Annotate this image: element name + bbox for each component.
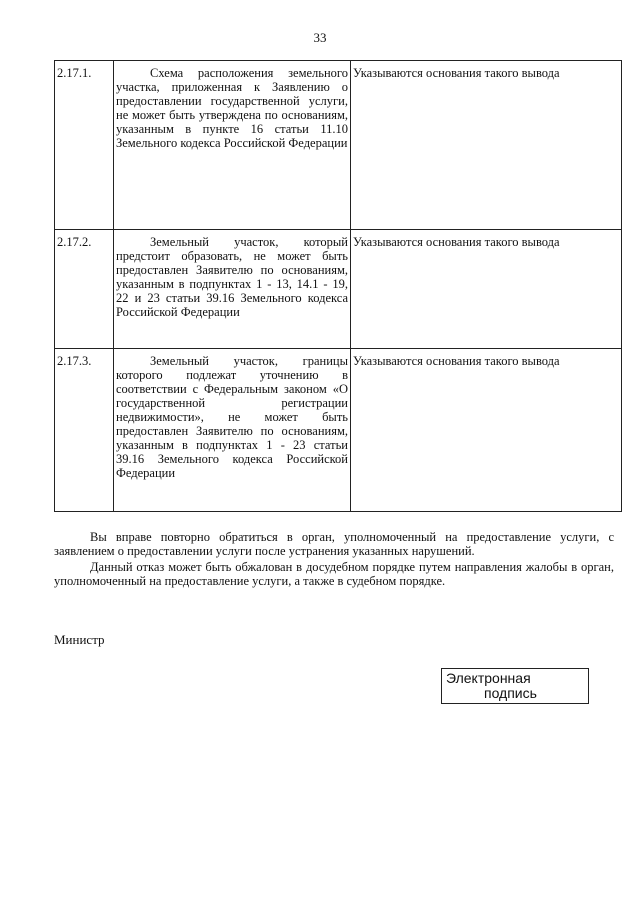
electronic-signature-stamp bbox=[441, 668, 589, 704]
row-description: Земельный участок, границы которого подлежат уточнению в соответствии с Федеральным законом «О государственной регистрации недвижимости», не может быть предоставлен Заявителю по основаниям, указанным в подпунктах 1 - 23 статьи 39.16 Земельного кодекса Российской Федерации bbox=[114, 349, 351, 512]
row-number: 2.17.2. bbox=[55, 230, 114, 349]
row-number: 2.17.1. bbox=[55, 61, 114, 230]
stamp-line-2: подпись bbox=[484, 685, 537, 701]
row-reason: Указываются основания такого вывода bbox=[351, 61, 622, 230]
table-row bbox=[55, 61, 622, 230]
row-description: Схема расположения земельного участка, приложенная к Заявлению о предоставлении государственной услуги, не может быть утверждена по основаниям, указанным в пункте 16 статьи 11.10 Земельного кодекса Российской Федерации bbox=[114, 61, 351, 230]
appeal-paragraph: Данный отказ может быть обжалован в досудебном порядке путем направления жалобы в орган, уполномоченный на предоставление услуги, а также в судебном порядке. bbox=[54, 560, 614, 588]
row-reason: Указываются основания такого вывода bbox=[351, 349, 622, 512]
row-description: Земельный участок, который предстоит образовать, не может быть предоставлен Заявителю по основаниям, указанным в подпунктах 1 - 13, 14.1 - 19, 22 и 23 статьи 39.16 Земельного кодекса Российской Федерации bbox=[114, 230, 351, 349]
row-number: 2.17.3. bbox=[55, 349, 114, 512]
table-row bbox=[55, 230, 622, 349]
table-row bbox=[55, 349, 622, 512]
stamp-line-1: Электронная bbox=[446, 670, 531, 686]
row-reason: Указываются основания такого вывода bbox=[351, 230, 622, 349]
reapply-paragraph: Вы вправе повторно обратиться в орган, уполномоченный на предоставление услуги, с заявлением о предоставлении услуги после устранения указанных нарушений. bbox=[54, 530, 614, 558]
refusal-grounds-table bbox=[54, 60, 622, 512]
page-number: 33 bbox=[313, 30, 327, 45]
signatory-title: Министр bbox=[54, 632, 105, 647]
